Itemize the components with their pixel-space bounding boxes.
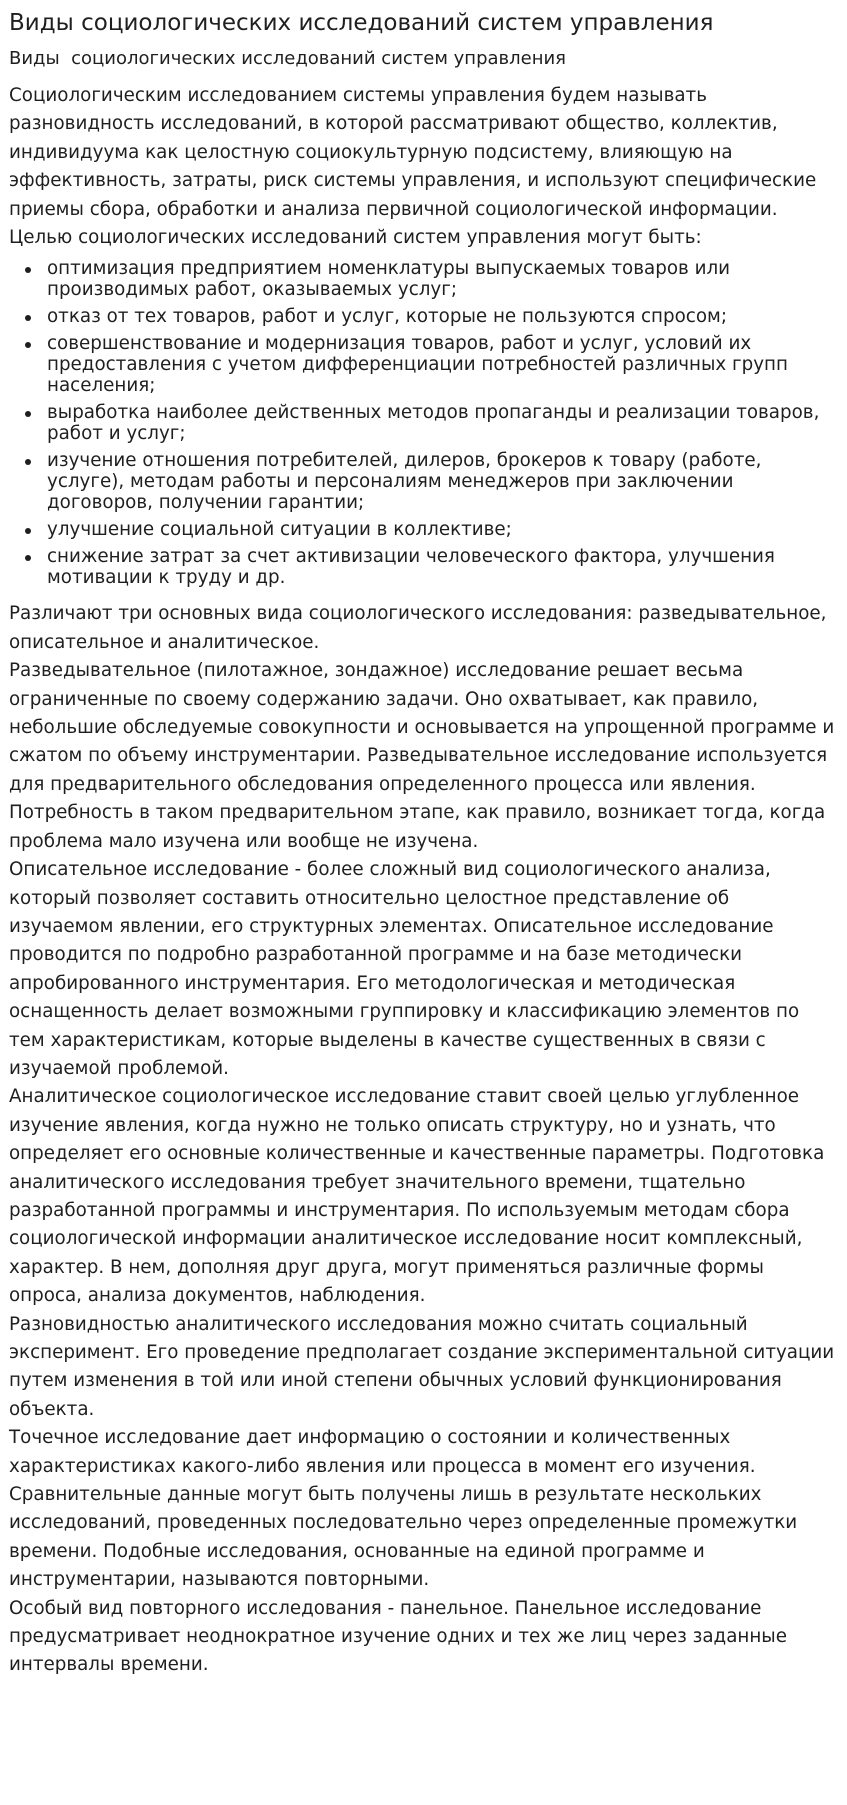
paragraph-descriptive: Описательное исследование - более сложный вид социологического анализа, который позволяет составить относительно целостное представление об изучаемом явлении, его структурных элементах. Описательное исследование проводится по подробно разработанной программе и на базе методически апробированного инструментария. Его методологическая и методическая оснащенность делает возможными группировку и классификацию элементов по тем характеристикам, которые выделены в качестве существенных в связи с изучаемой проблемой. bbox=[9, 859, 800, 1079]
list-item: изучение отношения потребителей, дилеров, брокеров к товару (работе, услуге), методам работы и персоналиям менеджеров при заключении договоров, получении гарантии; bbox=[47, 450, 838, 513]
paragraph-panel-study: Особый вид повторного исследования - панельное. Панельное исследование предусматривает неоднократное изучение одних и тех же лиц через заданные интервалы времени. bbox=[9, 1597, 787, 1676]
article-subtitle: Виды социологических исследований систем управления bbox=[9, 48, 567, 69]
page-title: Виды социологических исследований систем управления bbox=[9, 10, 714, 36]
list-item: совершенствование и модернизация товаров, работ и услуг, условий их предоставления с учетом дифференциации потребностей различных групп населения; bbox=[47, 333, 838, 396]
paragraph-exploratory: Разведывательное (пилотажное, зондажное) исследование решает весьма ограниченные по своему содержанию задачи. Оно охватывает, как правило, небольшие обследуемые совокупности и основывается на упрощенной программе и сжатом по объему инструментарии. Разведывательное исследование используется для предварительного обследования определенного процесса или явления. Потребность в таком предварительном этапе, как правило, возникает тогда, когда проблема мало изучена или вообще не изучена. bbox=[9, 660, 835, 852]
intro-paragraph-goals-lead: Целью социологических исследований систем управления могут быть: bbox=[9, 227, 702, 249]
paragraph-three-types: Различают три основных вида социологического исследования: разведывательное, описательное и аналитическое. bbox=[9, 603, 827, 653]
list-item: улучшение социальной ситуации в коллективе; bbox=[47, 519, 838, 540]
paragraph-analytical: Аналитическое социологическое исследование ставит своей целью углубленное изучение явления, когда нужно не только описать структуру, но и узнать, что определяет его основные количественные и качественные параметры. Подготовка аналитического исследования требует значительного времени, тщательно разработанной программы и инструментария. По используемым методам сбора социологической информации аналитическое исследование носит комплексный, характер. В нем, дополняя друг друга, могут применяться различные формы опроса, анализа документов, наблюдения. bbox=[9, 1086, 825, 1307]
paragraph-experiment: Разновидностью аналитического исследования можно считать социальный эксперимент. Его проведение предполагает создание экспериментальной ситуации путем изменения в той или иной степени обычных условий функционирования объекта. bbox=[9, 1313, 835, 1420]
list-item: выработка наиболее действенных методов пропаганды и реализации товаров, работ и услуг; bbox=[47, 402, 838, 444]
list-item: отказ от тех товаров, работ и услуг, которые не пользуются спросом; bbox=[47, 306, 838, 327]
goals-list bbox=[9, 258, 838, 588]
list-item: снижение затрат за счет активизации человеческого фактора, улучшения мотивации к труду и др. bbox=[47, 546, 838, 588]
list-item: оптимизация предприятием номенклатуры выпускаемых товаров или производимых работ, оказываемых услуг; bbox=[47, 258, 838, 300]
intro-paragraph-definition: Социологическим исследованием системы управления будем называть разновидность исследований, в которой рассматривают общество, коллектив, индивидуума как целостную социокультурную подсистему, влияющую на эффективность, затраты, риск системы управления, и используют специфические приемы сбора, обработки и анализа первичной социологической информации. bbox=[9, 85, 817, 220]
paragraph-point-study: Точечное исследование дает информацию о состоянии и количественных характеристиках какого-либо явления или процесса в момент его изучения. Сравнительные данные могут быть получены лишь в результате нескольких исследований, проведенных последовательно через определенные промежутки времени. Подобные исследования, основанные на единой программе и инструментарии, называются повторными. bbox=[9, 1427, 798, 1591]
